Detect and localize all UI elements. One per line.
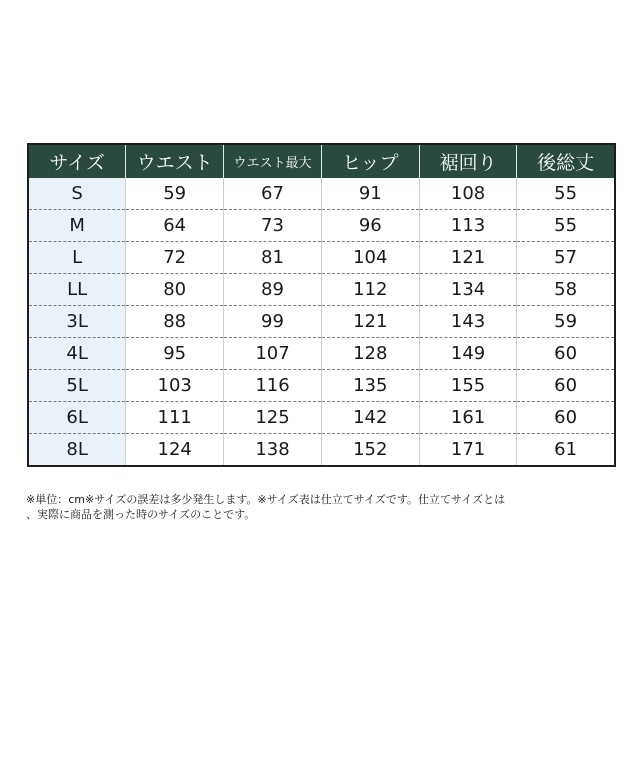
table-cell: 59	[517, 306, 615, 338]
table-cell: 96	[321, 210, 419, 242]
table-cell: 72	[126, 242, 224, 274]
table-cell: 80	[126, 274, 224, 306]
table-row	[28, 434, 615, 467]
size-cell: 8L	[28, 434, 126, 467]
table-header	[28, 144, 615, 178]
header-size: サイズ	[28, 144, 126, 178]
size-cell: LL	[28, 274, 126, 306]
table-cell: 155	[419, 370, 517, 402]
size-cell: 5L	[28, 370, 126, 402]
table-cell: 67	[224, 178, 322, 210]
table-cell: 138	[224, 434, 322, 467]
size-cell: 6L	[28, 402, 126, 434]
table-cell: 143	[419, 306, 517, 338]
table-cell: 113	[419, 210, 517, 242]
table-cell: 104	[321, 242, 419, 274]
table-body	[28, 178, 615, 466]
table-row	[28, 402, 615, 434]
table-cell: 99	[224, 306, 322, 338]
table-row	[28, 370, 615, 402]
table-cell: 135	[321, 370, 419, 402]
table-cell: 60	[517, 338, 615, 370]
header-waist: ウエスト	[126, 144, 224, 178]
table-cell: 103	[126, 370, 224, 402]
header-hip: ヒップ	[321, 144, 419, 178]
header-waist-max: ウエスト最大	[224, 144, 322, 178]
table-cell: 125	[224, 402, 322, 434]
table-cell: 58	[517, 274, 615, 306]
note-line-2: 、実際に商品を測った時のサイズのことです。	[26, 508, 256, 521]
table-cell: 91	[321, 178, 419, 210]
table-cell: 128	[321, 338, 419, 370]
table-cell: 95	[126, 338, 224, 370]
table-cell: 171	[419, 434, 517, 467]
table-cell: 55	[517, 178, 615, 210]
table-cell: 116	[224, 370, 322, 402]
header-row	[28, 144, 615, 178]
table-row	[28, 274, 615, 306]
table-cell: 60	[517, 370, 615, 402]
table-cell: 55	[517, 210, 615, 242]
table-cell: 161	[419, 402, 517, 434]
size-note	[26, 492, 622, 522]
table-cell: 89	[224, 274, 322, 306]
table-cell: 112	[321, 274, 419, 306]
table-cell: 121	[419, 242, 517, 274]
table-cell: 124	[126, 434, 224, 467]
size-chart-table	[27, 143, 616, 467]
size-cell: M	[28, 210, 126, 242]
table-cell: 149	[419, 338, 517, 370]
table-cell: 111	[126, 402, 224, 434]
table-row	[28, 242, 615, 274]
table-row	[28, 306, 615, 338]
table-cell: 108	[419, 178, 517, 210]
table-cell: 152	[321, 434, 419, 467]
table-cell: 142	[321, 402, 419, 434]
table-cell: 107	[224, 338, 322, 370]
table-row	[28, 338, 615, 370]
header-back-length: 後総丈	[517, 144, 615, 178]
table-cell: 64	[126, 210, 224, 242]
table-cell: 60	[517, 402, 615, 434]
size-cell: 4L	[28, 338, 126, 370]
table-cell: 61	[517, 434, 615, 467]
table-cell: 134	[419, 274, 517, 306]
table-cell: 59	[126, 178, 224, 210]
header-hem: 裾回り	[419, 144, 517, 178]
table-cell: 57	[517, 242, 615, 274]
table-row	[28, 210, 615, 242]
table-cell: 88	[126, 306, 224, 338]
size-cell: S	[28, 178, 126, 210]
size-cell: L	[28, 242, 126, 274]
note-line-1: ※単位：cm※サイズの誤差は多少発生します。※サイズ表は仕立てサイズです。仕立てサイズとは	[26, 493, 506, 506]
table-row	[28, 178, 615, 210]
table-cell: 121	[321, 306, 419, 338]
table-cell: 81	[224, 242, 322, 274]
size-cell: 3L	[28, 306, 126, 338]
table-cell: 73	[224, 210, 322, 242]
